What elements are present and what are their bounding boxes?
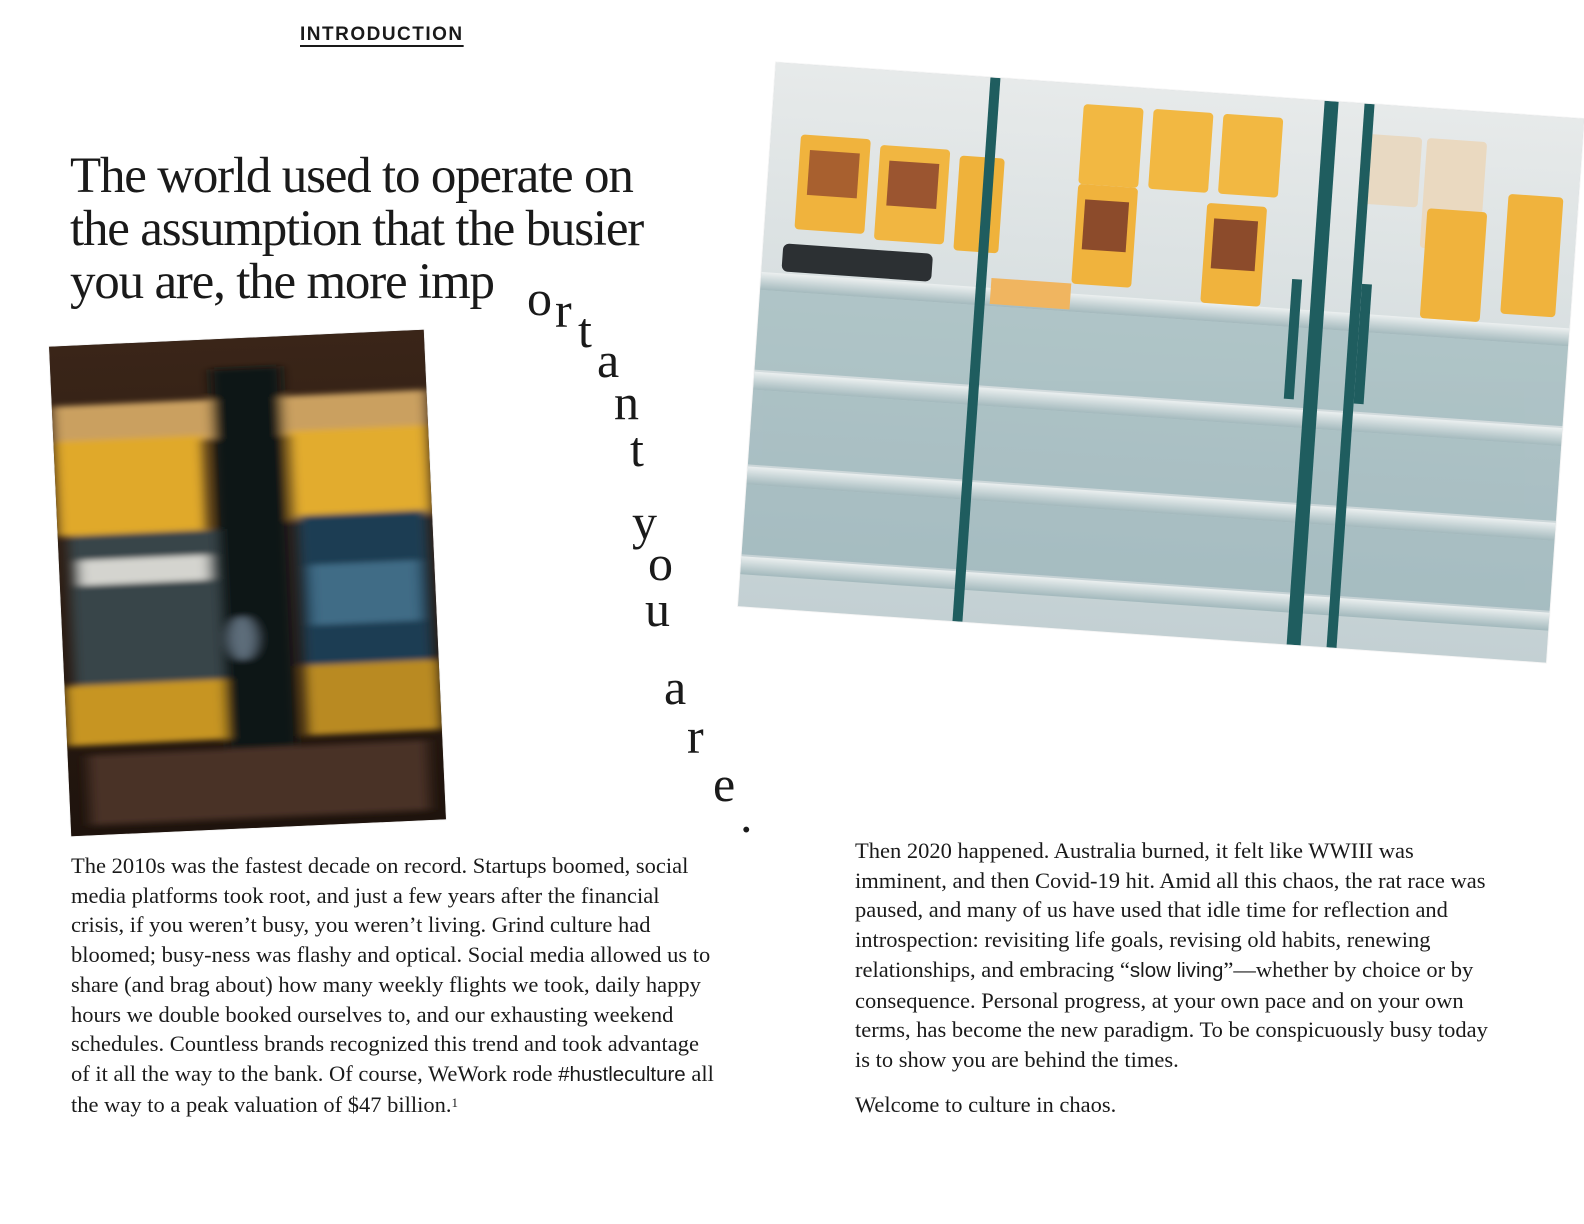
section-label: INTRODUCTION (300, 24, 464, 45)
curve-letter: t (578, 302, 592, 358)
curve-letter: e (713, 756, 736, 812)
curve-letter: n (614, 374, 639, 430)
curve-letter: t (630, 421, 644, 477)
right-paragraph-1 (855, 836, 1505, 1075)
left-text-part-2: all the way to a peak valuation of $47 billion. (71, 1060, 714, 1117)
headline (70, 150, 750, 309)
hashtag-text: #hustleculture (558, 1062, 686, 1086)
curve-letter: r (555, 282, 572, 338)
curve-letter: u (645, 581, 670, 637)
bus-photo (49, 330, 446, 837)
body-text-right (855, 836, 1505, 1134)
body-text-left (71, 851, 716, 1119)
curve-letter: a (597, 332, 620, 388)
right-paragraph-2: Welcome to culture in chaos. (855, 1091, 1117, 1117)
right-text-part-1: Then 2020 happened. Australia burned, it felt like WWIII was imminent, and then Covid-19 hit. Amid all this chaos, the rat race was paused, and many of us have used that idle time for reflection and introspection: revisiting life goals, revising old habits, renewing relationships, and embracing “ (855, 838, 1486, 982)
headline-line-3: you are, the more imp (70, 254, 494, 310)
curve-letter: y (632, 494, 657, 550)
footnote-marker: 1 (451, 1094, 459, 1110)
curve-letter: a (664, 659, 687, 715)
grocery-shelf-photo (738, 62, 1584, 662)
left-text-part-1: The 2010s was the fastest decade on record. Startups boomed, social media platforms took root, and just a few years after the financial crisis, if you weren’t busy, you weren’t living. Grind culture had bloomed; busy-ness was flashy and optical. Social media allowed us to share (and brag about) how many weekly flights we took, daily happy hours we double booked ourselves to, and our exhausting weekend schedules. Countless brands recognized this trend and took advantage of it all the way to the bank. Of course, WeWork rode (71, 853, 711, 1086)
headline-line-2: the assumption that the busier (70, 201, 644, 257)
curve-letter: r (687, 708, 704, 764)
slow-living-phrase: slow living (1129, 958, 1224, 982)
right-text-part-2: ”—whether by choice or by consequence. Personal progress, at your own pace and on your own terms, has become the new paradigm. To be conspicuously busy today is to show you are behind the times. (855, 956, 1488, 1072)
headline-line-1: The world used to operate on (70, 148, 633, 204)
curve-letter: o (648, 535, 673, 591)
curve-letter: o (527, 270, 552, 326)
curve-letter: . (740, 787, 753, 843)
